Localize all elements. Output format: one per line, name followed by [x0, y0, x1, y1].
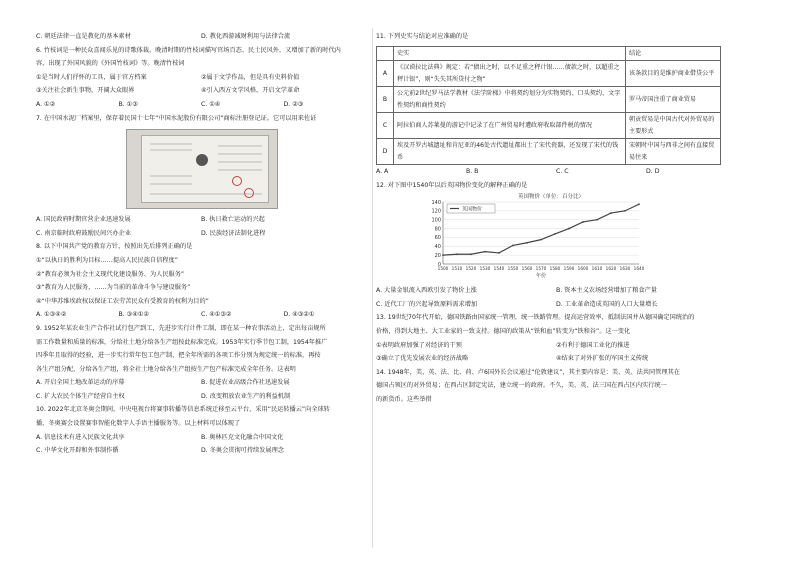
table-row	[377, 113, 721, 139]
data-point	[596, 219, 598, 221]
q9-stem-4: 各生产组分配，分给各生产组，将全社土地分给各生产组按生产包产标准完成全年任务。这表明	[36, 365, 296, 373]
q6-choice-a: A. ①②	[36, 100, 56, 108]
q14-stem-2: 德国占领区的对外贸易；在西占区制定宪法，建立统一的政府。不久，美、英、法三国在西占区内实行统一	[376, 382, 667, 390]
data-point	[470, 254, 472, 256]
q10-stem-1: 10. 2022年北京冬奥会期间，中央电视台将赛事转播等信息系统迁移至云平台，采用“民运转播云”向全球转	[36, 406, 330, 414]
q13-statement: ①表明政府加强了对经济的干预	[376, 341, 462, 349]
q7-option-c: C. 南京临时政府鼓励民间兴办企业	[36, 229, 131, 237]
data-point	[624, 210, 626, 212]
q6-statement: ④引入西方文学风格，开启文学革命	[201, 87, 300, 95]
q11-choice-d: D. D	[646, 168, 660, 176]
q12-options	[376, 284, 736, 311]
q6-statement: ③关注社会新生事物，开阔大众眼界	[36, 87, 135, 95]
q6-statement: ①是当时人们抒怀的工具，属于官方档案	[36, 73, 147, 81]
q5-option-d: D. 教化西游减财利用与法律合流	[201, 33, 291, 40]
q6-statements	[36, 71, 366, 98]
q13-statements	[376, 339, 736, 366]
y-tick-label: 140	[431, 200, 441, 207]
x-tick-label: 1620	[605, 266, 617, 272]
q7-option-b: B. 执日救亡运动的兴起	[201, 216, 265, 224]
y-tick-label: 80	[434, 226, 441, 233]
q7-stem: 7. 在中国水泥厂档案里，保存着民国十七年“中国水泥股份有限公司”商标注册登记证。它可以用来佐证	[36, 114, 317, 122]
x-tick-label: 1600	[577, 266, 589, 272]
price-chart-svg	[421, 192, 651, 284]
q11-choice-c: C. C	[556, 168, 569, 176]
q11-choices	[376, 165, 736, 179]
q8-choice-d: D. ④③②①	[283, 311, 315, 319]
q6-stem-2: 容，出现了外国风貌的《外国竹枝词》等。晚清竹枝词	[36, 60, 185, 68]
q13-statement: ③确立了优先发展农业的经济战略	[376, 355, 469, 363]
q9-stem-2: 需工作数量和质量的标准，分给社土地分给各生产组按此标准完成。1953年实行季节包工制，1954年推广	[36, 338, 328, 346]
y-tick-label: 120	[431, 208, 441, 215]
q12-option-c: C. 近代工厂的兴起导致原料需求增加	[376, 300, 478, 308]
x-tick-label: 1560	[521, 266, 533, 272]
q12-stem: 12. 对下图中1540年以后英国物价变化的解释正确的是	[376, 181, 528, 189]
x-tick-label: 1610	[591, 266, 603, 272]
q8-choice-a: A. ①③④②	[36, 311, 67, 319]
y-tick-label: 40	[434, 244, 441, 251]
table-cell-conclusion: 罗马帝国注重了商业贸易	[626, 87, 721, 113]
q14-stem-1: 14. 1948年，美、英、法、比、荷、卢6国外长会议通过“伦敦建议”，其主要内容是：美、英、法共同管理其在	[376, 368, 680, 376]
q6-choices	[36, 98, 366, 112]
x-tick-label: 1530	[479, 266, 491, 272]
q9-stem-1: 9. 1952年某农业生产合作社试行包产到工，先进步实行计件工制，即在某一种农事活动上，定出每亩规所	[36, 324, 326, 332]
data-point	[526, 242, 528, 244]
x-tick-label: 1590	[563, 266, 575, 272]
q6-statement: ②属于文学作品，但是具有史料价值	[201, 73, 300, 81]
x-tick-label: 1640	[633, 266, 645, 272]
data-point	[568, 228, 570, 230]
table-header-cell	[377, 46, 394, 61]
q10-stem-2: 播，冬奥赛会设置赛事智能化数字人手语主播服务等。以上材料可以体现了	[36, 420, 241, 428]
x-tick-label: 1580	[549, 266, 561, 272]
q12-option-a: A. 大量金银流入西欧引发了物价上涨	[376, 287, 477, 295]
y-tick-label: 60	[434, 235, 441, 242]
q13-statement: ④结束了对外扩张的军国主义传统	[556, 355, 649, 363]
q14-stem-3: 的新货币。这些举措	[376, 396, 432, 404]
q11-table	[376, 46, 721, 166]
q6-choice-c: C. ①④	[201, 100, 221, 108]
q12-option-d: D. 工业革命造成英国的人口大量增长	[556, 300, 658, 308]
data-point	[610, 212, 612, 214]
table-row	[377, 87, 721, 113]
q5-option-c: C. 朝廷法律一直是教化的基本素材	[36, 33, 131, 40]
q13-statement: ②有利于德国工业化的推进	[556, 341, 630, 349]
data-point	[442, 255, 444, 257]
q6-choice-b: B. ①③	[118, 100, 138, 108]
table-cell-option: C	[377, 113, 394, 139]
q13-stem-2: 价格，得到大地主、大工业家的一致支持。德国的政策从“铁和血”转变为“铁和谷”。这一变化	[376, 328, 631, 336]
q10-option-b: B. 奥林匹克文化融合中国文化	[201, 433, 284, 441]
q9-option-c: C. 扩大农民个体生产经营自主权	[36, 392, 125, 400]
q10-option-a: A. 信息技术有进入民族文化共享	[36, 433, 125, 441]
data-point	[498, 252, 500, 254]
q11-stem: 11. 下列史实与结论对应准确的是	[376, 33, 469, 40]
q8-item: ④“中华苏维埃政权以保证工农劳苦民众有受教育的权利为目的”	[36, 297, 209, 305]
q8-choices	[36, 308, 366, 322]
table-header-cell: 结论	[626, 46, 721, 61]
table-header-row	[377, 46, 721, 61]
legend-label: 英国物价	[462, 206, 483, 213]
data-point	[554, 233, 556, 235]
table-cell-conclusion: 朝贡贸易是中国古代对外贸易的主要形式	[626, 113, 721, 139]
x-tick-label: 1520	[465, 266, 477, 272]
q13-stem-1: 13. 19世纪70年代开始，德国铁路由国家统一管理，统一铁路管理。提高运营效率，抵制法国并从德国确定国统治的	[376, 314, 695, 322]
left-column	[36, 30, 366, 458]
table-cell-conclusion: 该条款目的是维护商业借贷公平	[626, 61, 721, 87]
column-divider	[372, 28, 373, 548]
data-point	[540, 239, 542, 241]
table-cell-option: D	[377, 139, 394, 165]
q7-option-a: A. 国民政府时期官营企业迅速发展	[36, 216, 131, 224]
q9-option-b: B. 促进农业高级合作社迅速发展	[201, 379, 290, 387]
q9-stem-3: 四季年且取得的经验，进一步实行常年包工包产制，把全年所需的各项工作分别为规定统一的标准，再按	[36, 352, 321, 360]
q9-option-d: D. 改变粗放农业生产的利益机制	[201, 392, 291, 400]
table-row	[377, 61, 721, 87]
q11-choice-a: A. A	[376, 168, 389, 176]
y-tick-label: 20	[434, 253, 441, 260]
q12-option-b: B. 资本主义农场经营增加了粮食产量	[556, 287, 657, 295]
trademark-certificate-image	[126, 129, 278, 209]
x-axis-label: 年份	[535, 273, 547, 280]
chart-title: 英国物价（单位：百分比）	[517, 194, 585, 201]
x-tick-label: 1510	[451, 266, 463, 272]
table-row	[377, 139, 721, 165]
q8-item: ②“教育必须为社会主义现代化建设服务、为人民服务”	[36, 270, 185, 278]
table-header-cell: 史实	[394, 46, 626, 61]
x-tick-label: 1550	[507, 266, 519, 272]
y-tick-label: 100	[431, 217, 441, 224]
table-cell-fact: 埃及开罗古城遗址和肯尼亚的46处古代遗址都出土了宋代瓷器，还发现了宋代的钱币	[394, 139, 626, 165]
certificate-text-lines	[142, 136, 270, 204]
q8-choice-c: C. ④①③②	[201, 311, 232, 319]
q11-choice-b: B. B	[466, 168, 479, 176]
q6-choice-d: D. ②③	[283, 100, 304, 108]
table-cell-option: B	[377, 87, 394, 113]
q10-option-d: D. 冬奥会贯彻可持续发展理念	[201, 447, 284, 455]
q8-item: ③“教育为人民服务，……为当前的革命斗争与建设服务”	[36, 284, 191, 292]
table-cell-conclusion: 宋朝时中国与西非之间有直接贸易往来	[626, 139, 721, 165]
q5-options	[36, 30, 366, 44]
data-point	[638, 204, 640, 206]
q9-option-a: A. 开启全国土地改革运动的序幕	[36, 379, 125, 387]
data-point	[512, 245, 514, 247]
certificate-paper	[141, 135, 269, 203]
data-point	[456, 254, 458, 256]
q6-stem-1: 6. 竹枝词是一种民众喜闻乐见的诗歌体裁。晚清时期的竹枝词描写官场百态、民土民风外，又增加了新的时代内	[36, 46, 341, 54]
q7-options	[36, 213, 366, 240]
q8-choice-b: B. ③④①②	[118, 311, 149, 319]
q9-options	[36, 376, 366, 403]
q7-option-d: D. 民族经济法制化进程	[201, 229, 266, 237]
q8-stem: 8. 以下中国共产党的教育方针，按照出先后排列正确的是	[36, 243, 193, 251]
q8-item: ①“以执日的胜利为目标……提高人民民族自信程度”	[36, 256, 178, 264]
table-cell-fact: 阿拉伯商人苏莱曼的游记中记录了在广州贸易时遭政府收取部件税的情况	[394, 113, 626, 139]
x-tick-label: 1540	[493, 266, 505, 272]
y-tick-label: 0	[437, 262, 441, 269]
table-cell-fact: 公元前2世纪罗马法学教材《法学阶梯》中将契约划分为实物契约、口头契约、文字性契约和商性契约	[394, 87, 626, 113]
data-point	[484, 251, 486, 253]
table-cell-option: A	[377, 61, 394, 87]
price-chart	[421, 192, 651, 284]
q10-options	[36, 431, 366, 458]
x-tick-label: 1500	[437, 266, 449, 272]
x-tick-label: 1570	[535, 266, 547, 272]
table-cell-fact: 《汉谟拉比法典》规定：若“债出之时，以不足重之秤计银……债款之时，以超重之秤计银”，则“失失其所贷付之物”	[394, 61, 626, 87]
data-point	[582, 221, 584, 223]
q10-option-c: C. 中华文化开辟和外事制作循	[36, 447, 119, 455]
right-column	[376, 30, 736, 407]
x-tick-label: 1630	[619, 266, 631, 272]
